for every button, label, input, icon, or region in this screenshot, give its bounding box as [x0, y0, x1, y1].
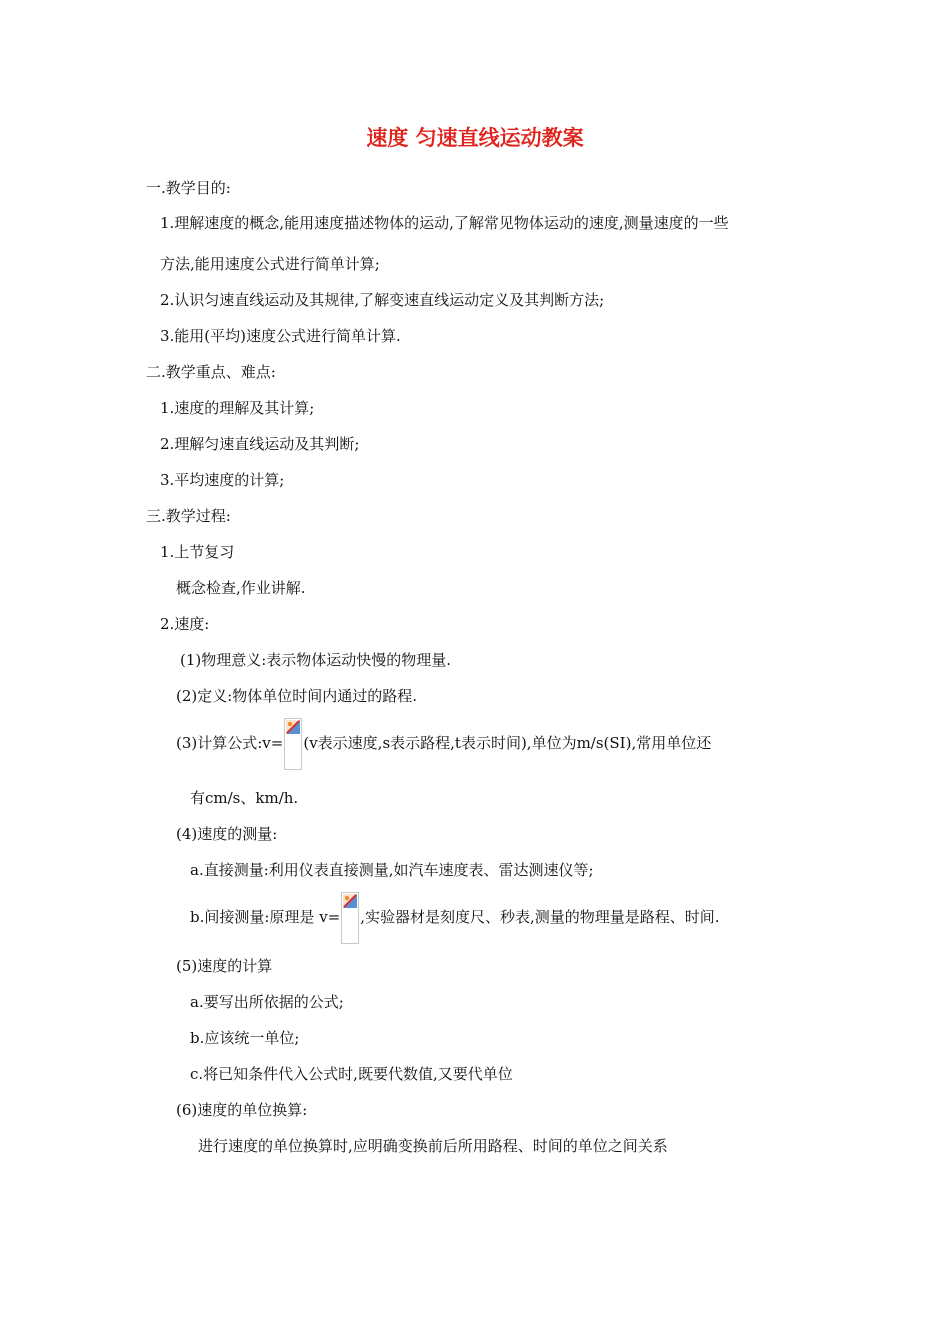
section1-item3: 3.能用(平均)速度公式进行简单计算. [160, 327, 401, 345]
speed-units-line: 有cm/s、km/h. [190, 789, 299, 807]
section2-item1: 1.速度的理解及其计算; [160, 399, 315, 417]
speed-formula-line [176, 717, 711, 770]
calc-rule-b: b.应该统一单位; [190, 1029, 300, 1047]
indirect-measurement-line [190, 891, 720, 944]
section3-step1-text: 概念检查,作业讲解. [176, 579, 306, 597]
calc-rule-a: a.要写出所依据的公式; [190, 993, 344, 1011]
speed-definition: (2)定义:物体单位时间内通过的路程. [176, 687, 418, 705]
document-title: 速度 匀速直线运动教案 [366, 126, 584, 150]
section3-step1: 1.上节复习 [160, 543, 235, 561]
speed-meaning: (1)物理意义:表示物体运动快慢的物理量. [180, 651, 452, 669]
indirect-measurement-prefix: b.间接测量:原理是 v= [190, 908, 341, 926]
speed-formula-prefix: (3)计算公式:v= [176, 734, 284, 752]
calc-rule-c: c.将已知条件代入公式时,既要代数值,又要代单位 [190, 1065, 513, 1083]
speed-measurement: (4)速度的测量: [176, 825, 278, 843]
direct-measurement: a.直接测量:利用仪表直接测量,如汽车速度表、雷达测速仪等; [190, 861, 594, 879]
section2-item3: 3.平均速度的计算; [160, 471, 285, 489]
section1-item1-line1: 1.理解速度的概念,能用速度描述物体的运动,了解常见物体运动的速度,测量速度的一些 [160, 214, 729, 232]
section3-step2: 2.速度: [160, 615, 210, 633]
section1-heading: 一.教学目的: [146, 179, 231, 197]
section2-item2: 2.理解匀速直线运动及其判断; [160, 435, 360, 453]
section3-heading: 三.教学过程: [146, 507, 231, 525]
unit-conversion-text: 进行速度的单位换算时,应明确变换前后所用路程、时间的单位之间关系 [198, 1137, 668, 1155]
unit-conversion: (6)速度的单位换算: [176, 1101, 308, 1119]
section1-item1-line2: 方法,能用速度公式进行简单计算; [160, 255, 380, 273]
formula-image-icon [284, 718, 302, 770]
section1-item2: 2.认识匀速直线运动及其规律,了解变速直线运动定义及其判断方法; [160, 291, 605, 309]
speed-formula-suffix: (v表示速度,s表示路程,t表示时间),单位为m/s(SI),常用单位还 [303, 734, 712, 752]
speed-calculation: (5)速度的计算 [176, 957, 273, 975]
section2-heading: 二.教学重点、难点: [146, 363, 276, 381]
formula-image-icon [341, 892, 359, 944]
indirect-measurement-suffix: ,实验器材是刻度尺、秒表,测量的物理量是路程、时间. [360, 908, 720, 926]
